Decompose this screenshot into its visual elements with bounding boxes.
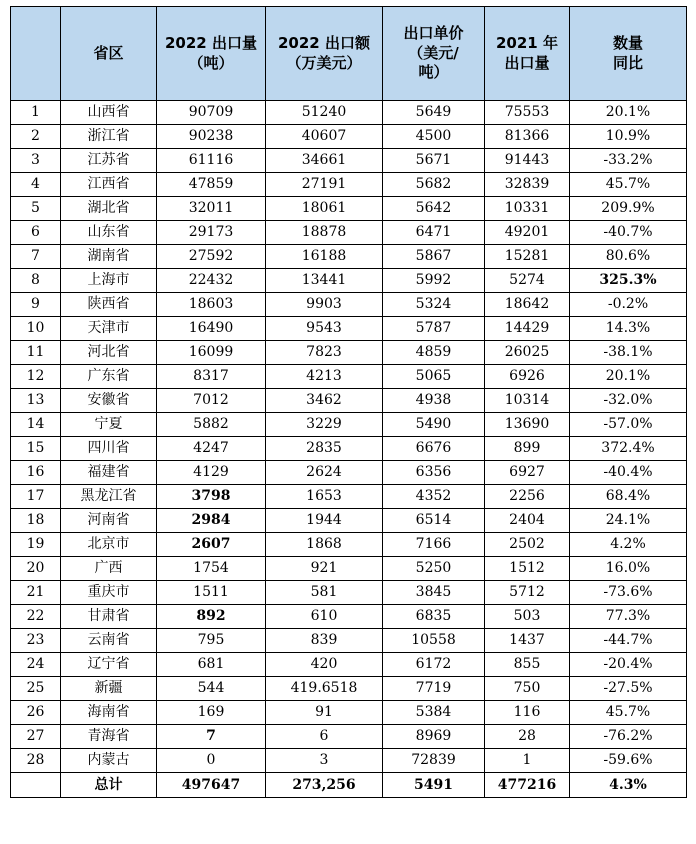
table-cell: 6927: [485, 461, 570, 485]
table-cell: 14: [11, 413, 61, 437]
table-cell: 18642: [485, 293, 570, 317]
table-cell: 22: [11, 605, 61, 629]
table-cell: -32.0%: [570, 389, 687, 413]
table-cell: 湖北省: [61, 197, 157, 221]
table-row: [11, 701, 687, 725]
table-row: [11, 317, 687, 341]
total-cell: 5491: [383, 773, 485, 798]
table-cell: 10.9%: [570, 125, 687, 149]
table-cell: 892: [157, 605, 266, 629]
table-cell: 18: [11, 509, 61, 533]
table-cell: 47859: [157, 173, 266, 197]
table-cell: 28: [11, 749, 61, 773]
table-cell: 18878: [266, 221, 383, 245]
table-cell: 浙江省: [61, 125, 157, 149]
header-cell-unit-price: 出口单价 （美元/ 吨）: [383, 7, 485, 101]
table-cell: 江苏省: [61, 149, 157, 173]
table-cell: 18603: [157, 293, 266, 317]
table-cell: 6514: [383, 509, 485, 533]
table-cell: 75553: [485, 101, 570, 125]
table-cell: 5642: [383, 197, 485, 221]
table-cell: 19: [11, 533, 61, 557]
table-cell: 1437: [485, 629, 570, 653]
table-row: [11, 437, 687, 461]
table-cell: 6: [266, 725, 383, 749]
table-cell: 544: [157, 677, 266, 701]
table-cell: 581: [266, 581, 383, 605]
table-cell: 6926: [485, 365, 570, 389]
table-cell: 2404: [485, 509, 570, 533]
table-cell: 7719: [383, 677, 485, 701]
table-row: [11, 677, 687, 701]
table-cell: -40.4%: [570, 461, 687, 485]
total-cell: [11, 773, 61, 798]
table-cell: 16099: [157, 341, 266, 365]
table-cell: 27: [11, 725, 61, 749]
table-cell: 6835: [383, 605, 485, 629]
table-cell: 2256: [485, 485, 570, 509]
table-cell: 40607: [266, 125, 383, 149]
table-cell: 503: [485, 605, 570, 629]
table-cell: 北京市: [61, 533, 157, 557]
table-cell: 855: [485, 653, 570, 677]
table-cell: 内蒙古: [61, 749, 157, 773]
table-cell: 山东省: [61, 221, 157, 245]
table-cell: 8: [11, 269, 61, 293]
table-cell: 372.4%: [570, 437, 687, 461]
total-cell: 4.3%: [570, 773, 687, 798]
table-cell: 4.2%: [570, 533, 687, 557]
table-cell: 2502: [485, 533, 570, 557]
table-cell: 5250: [383, 557, 485, 581]
table-cell: 5065: [383, 365, 485, 389]
table-cell: 10314: [485, 389, 570, 413]
table-cell: 12: [11, 365, 61, 389]
header-cell-volume-2022: 2022 出口量 （吨）: [157, 7, 266, 101]
table-cell: -38.1%: [570, 341, 687, 365]
table-cell: 91: [266, 701, 383, 725]
table-cell: 17: [11, 485, 61, 509]
table-cell: 839: [266, 629, 383, 653]
table-cell: 8317: [157, 365, 266, 389]
table-cell: 5712: [485, 581, 570, 605]
header-cell-index: [11, 7, 61, 101]
table-cell: 江西省: [61, 173, 157, 197]
table-cell: 2607: [157, 533, 266, 557]
table-cell: 5324: [383, 293, 485, 317]
table-row: [11, 557, 687, 581]
table-row: [11, 245, 687, 269]
table-cell: 11: [11, 341, 61, 365]
table-cell: 6: [11, 221, 61, 245]
table-cell: 4213: [266, 365, 383, 389]
table-cell: 1754: [157, 557, 266, 581]
table-cell: 河南省: [61, 509, 157, 533]
table-row: [11, 125, 687, 149]
table-row: [11, 581, 687, 605]
table-cell: 天津市: [61, 317, 157, 341]
table-cell: 80.6%: [570, 245, 687, 269]
table-cell: 重庆市: [61, 581, 157, 605]
table-cell: 8969: [383, 725, 485, 749]
table-cell: 10558: [383, 629, 485, 653]
table-cell: 23: [11, 629, 61, 653]
table-cell: 7166: [383, 533, 485, 557]
table-cell: 419.6518: [266, 677, 383, 701]
table-cell: 45.7%: [570, 701, 687, 725]
table-row: [11, 605, 687, 629]
table-cell: 5787: [383, 317, 485, 341]
table-row: [11, 509, 687, 533]
table-cell: 河北省: [61, 341, 157, 365]
table-cell: 湖南省: [61, 245, 157, 269]
table-cell: 6471: [383, 221, 485, 245]
table-cell: 29173: [157, 221, 266, 245]
table-cell: 13690: [485, 413, 570, 437]
table-cell: 16: [11, 461, 61, 485]
table-cell: 10: [11, 317, 61, 341]
total-cell: 总计: [61, 773, 157, 798]
table-row: [11, 533, 687, 557]
table-cell: -59.6%: [570, 749, 687, 773]
export-table: [10, 6, 687, 798]
table-cell: 甘肃省: [61, 605, 157, 629]
table-cell: -73.6%: [570, 581, 687, 605]
table-cell: 2624: [266, 461, 383, 485]
table-cell: 7: [11, 245, 61, 269]
table-cell: 4247: [157, 437, 266, 461]
header-cell-volume-2021: 2021 年 出口量: [485, 7, 570, 101]
table-row: [11, 413, 687, 437]
table-cell: 68.4%: [570, 485, 687, 509]
table-cell: 3229: [266, 413, 383, 437]
table-cell: 750: [485, 677, 570, 701]
table-cell: 6356: [383, 461, 485, 485]
table-cell: 3: [266, 749, 383, 773]
header-cell-value-2022: 2022 出口额 （万美元）: [266, 7, 383, 101]
table-row: [11, 173, 687, 197]
table-cell: 32839: [485, 173, 570, 197]
table-cell: 7823: [266, 341, 383, 365]
table-row: [11, 389, 687, 413]
table-cell: 3845: [383, 581, 485, 605]
table-cell: 1868: [266, 533, 383, 557]
table-cell: 6676: [383, 437, 485, 461]
total-cell: 477216: [485, 773, 570, 798]
total-cell: 273,256: [266, 773, 383, 798]
table-row: [11, 221, 687, 245]
table-cell: 26025: [485, 341, 570, 365]
table-cell: 4: [11, 173, 61, 197]
table-cell: 福建省: [61, 461, 157, 485]
table-cell: 90238: [157, 125, 266, 149]
table-cell: 34661: [266, 149, 383, 173]
table-cell: 1944: [266, 509, 383, 533]
table-cell: 921: [266, 557, 383, 581]
table-cell: 4938: [383, 389, 485, 413]
table-cell: 3: [11, 149, 61, 173]
table-cell: 5992: [383, 269, 485, 293]
table-cell: 14.3%: [570, 317, 687, 341]
table-cell: 4500: [383, 125, 485, 149]
table-cell: 6172: [383, 653, 485, 677]
table-cell: 辽宁省: [61, 653, 157, 677]
table-cell: 32011: [157, 197, 266, 221]
table-cell: 5490: [383, 413, 485, 437]
table-row: [11, 293, 687, 317]
header-cell-yoy: 数量 同比: [570, 7, 687, 101]
table-cell: 81366: [485, 125, 570, 149]
table-cell: 3798: [157, 485, 266, 509]
table-cell: 90709: [157, 101, 266, 125]
table-cell: 22432: [157, 269, 266, 293]
table-cell: 7012: [157, 389, 266, 413]
table-row: [11, 461, 687, 485]
header-cell-province: 省区: [61, 7, 157, 101]
total-cell: 497647: [157, 773, 266, 798]
table-cell: 61116: [157, 149, 266, 173]
table-cell: 新疆: [61, 677, 157, 701]
table-cell: -0.2%: [570, 293, 687, 317]
header-row: [11, 7, 687, 101]
table-cell: 5384: [383, 701, 485, 725]
table-cell: 16490: [157, 317, 266, 341]
table-cell: 5274: [485, 269, 570, 293]
table-cell: 5882: [157, 413, 266, 437]
table-row: [11, 101, 687, 125]
table-cell: 24.1%: [570, 509, 687, 533]
table-cell: -76.2%: [570, 725, 687, 749]
table-cell: 四川省: [61, 437, 157, 461]
table-cell: 5671: [383, 149, 485, 173]
table-cell: 45.7%: [570, 173, 687, 197]
table-cell: 116: [485, 701, 570, 725]
table-cell: 青海省: [61, 725, 157, 749]
table-row: [11, 269, 687, 293]
table-cell: 20.1%: [570, 365, 687, 389]
table-cell: 上海市: [61, 269, 157, 293]
table-cell: 山西省: [61, 101, 157, 125]
table-cell: -57.0%: [570, 413, 687, 437]
table-row: [11, 365, 687, 389]
table-cell: 681: [157, 653, 266, 677]
table-row: [11, 197, 687, 221]
table-body: [11, 101, 687, 773]
table-cell: 1512: [485, 557, 570, 581]
table-cell: 77.3%: [570, 605, 687, 629]
table-cell: 2: [11, 125, 61, 149]
table-cell: 16188: [266, 245, 383, 269]
table-row: [11, 725, 687, 749]
table-cell: 420: [266, 653, 383, 677]
table-cell: 13441: [266, 269, 383, 293]
table-cell: 9: [11, 293, 61, 317]
table-cell: 27191: [266, 173, 383, 197]
table-cell: 795: [157, 629, 266, 653]
table-cell: 24: [11, 653, 61, 677]
table-cell: 20: [11, 557, 61, 581]
table-row: [11, 629, 687, 653]
table-cell: 1511: [157, 581, 266, 605]
table-row: [11, 341, 687, 365]
table-row: [11, 149, 687, 173]
table-row: [11, 485, 687, 509]
table-cell: 黑龙江省: [61, 485, 157, 509]
table-cell: 陕西省: [61, 293, 157, 317]
total-row: [11, 773, 687, 798]
table-cell: 899: [485, 437, 570, 461]
table-cell: 209.9%: [570, 197, 687, 221]
table-cell: -44.7%: [570, 629, 687, 653]
table-cell: 14429: [485, 317, 570, 341]
table-cell: 13: [11, 389, 61, 413]
table-cell: 广西: [61, 557, 157, 581]
table-cell: 15: [11, 437, 61, 461]
table-cell: 27592: [157, 245, 266, 269]
table-row: [11, 749, 687, 773]
table-cell: 广东省: [61, 365, 157, 389]
table-cell: 4352: [383, 485, 485, 509]
table-cell: 169: [157, 701, 266, 725]
table-cell: 26: [11, 701, 61, 725]
table-cell: 2835: [266, 437, 383, 461]
table-cell: 610: [266, 605, 383, 629]
table-cell: 宁夏: [61, 413, 157, 437]
table-cell: 21: [11, 581, 61, 605]
table-row: [11, 653, 687, 677]
table-cell: 云南省: [61, 629, 157, 653]
table-cell: 5: [11, 197, 61, 221]
table-cell: 5649: [383, 101, 485, 125]
table-cell: 49201: [485, 221, 570, 245]
table-cell: 9543: [266, 317, 383, 341]
table-cell: 51240: [266, 101, 383, 125]
table-cell: 325.3%: [570, 269, 687, 293]
table-cell: 1: [11, 101, 61, 125]
table-cell: 91443: [485, 149, 570, 173]
table-cell: 海南省: [61, 701, 157, 725]
table-cell: 5867: [383, 245, 485, 269]
table-cell: 72839: [383, 749, 485, 773]
table-cell: 16.0%: [570, 557, 687, 581]
table-cell: 4129: [157, 461, 266, 485]
table-cell: 25: [11, 677, 61, 701]
table-cell: -40.7%: [570, 221, 687, 245]
table-cell: 4859: [383, 341, 485, 365]
table-cell: 1653: [266, 485, 383, 509]
table-cell: 20.1%: [570, 101, 687, 125]
table-cell: 7: [157, 725, 266, 749]
table-cell: 15281: [485, 245, 570, 269]
table-cell: -20.4%: [570, 653, 687, 677]
table-cell: 5682: [383, 173, 485, 197]
table-cell: 10331: [485, 197, 570, 221]
table-cell: 9903: [266, 293, 383, 317]
table-cell: 1: [485, 749, 570, 773]
table-cell: 2984: [157, 509, 266, 533]
table-cell: 28: [485, 725, 570, 749]
table-cell: -27.5%: [570, 677, 687, 701]
table-cell: 18061: [266, 197, 383, 221]
table-cell: -33.2%: [570, 149, 687, 173]
table-cell: 3462: [266, 389, 383, 413]
table-cell: 安徽省: [61, 389, 157, 413]
table-cell: 0: [157, 749, 266, 773]
